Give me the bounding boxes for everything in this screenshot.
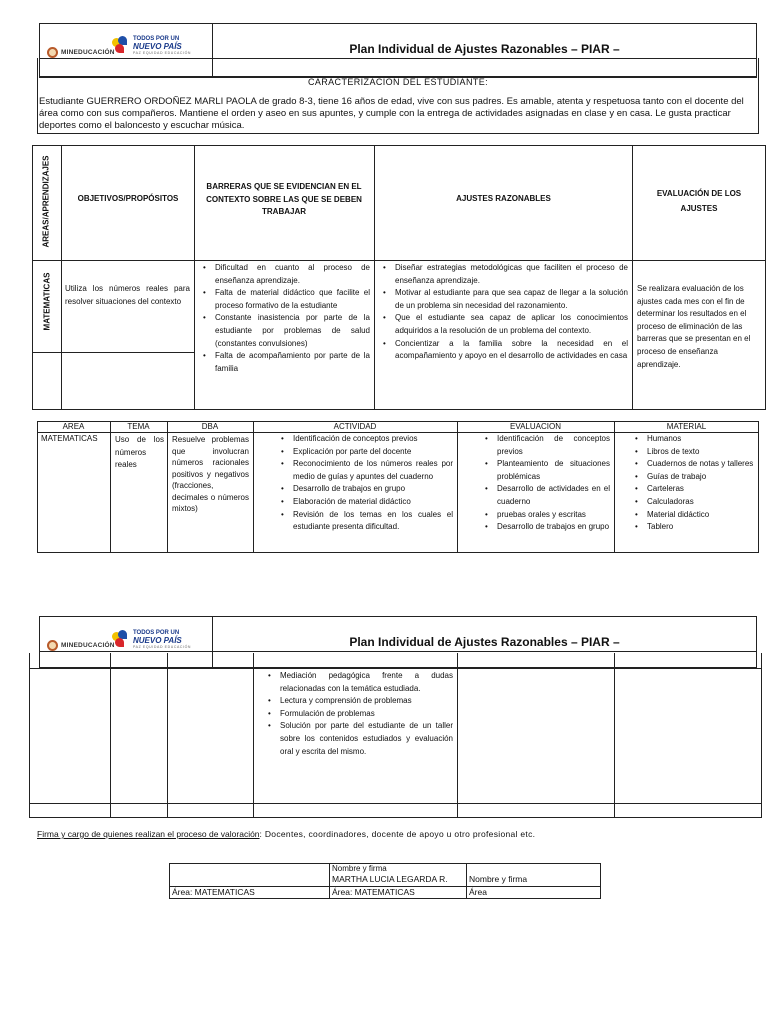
header-evaluation: EVALUACIÓN DE LOS AJUSTES xyxy=(656,189,742,213)
col-material: MATERIAL xyxy=(666,422,707,431)
material-item: • Calculadoras xyxy=(631,496,757,509)
material-item: • Guías de trabajo xyxy=(631,471,757,484)
adjustment-item: • Concientizar a la familia sobre la necesidad en el acompañamiento y apoyo en el desarrollo de actividades en casa xyxy=(379,338,628,363)
ministry-logo-2: MINEDUCACIÓN xyxy=(47,640,115,651)
material-item: • Material didáctico xyxy=(631,509,757,522)
activity-topic: Uso de los números reales xyxy=(115,435,164,470)
activity-dba: Resuelve problemas que involucran números racionales positivos y negativos (fracciones, decimales o números mixtos) xyxy=(172,435,249,513)
material-item: • Cuadernos de notas y talleres xyxy=(631,458,757,471)
activity-item: • Identificación de conceptos previos xyxy=(277,433,453,446)
signature-area-1: Área: MATEMATICAS xyxy=(172,887,255,897)
material-item: • Humanos xyxy=(631,433,757,446)
signature-area-2: Área: MATEMATICAS xyxy=(332,887,415,897)
materials-list xyxy=(631,433,757,534)
activity-area: MATEMATICAS xyxy=(41,434,98,443)
evaluations-list xyxy=(481,433,610,534)
header-areas: AREAS/APRENDIZAJES xyxy=(41,155,51,248)
header-adjustments: AJUSTES RAZONABLES xyxy=(456,194,551,203)
signature-name-label-2: Nombre y firma xyxy=(469,874,528,884)
evaluation-text: Se realizara evaluación de los ajustes cada mes con el fin de determinar los resultados en el proceso de eliminación de las barreras que se presentan en el proceso de enseñanza aprendizaje. xyxy=(637,284,751,369)
country-logo: TODOS POR UN NUEVO PAÍS PAZ EQUIDAD EDUCACIÓN xyxy=(112,36,191,55)
country-logo-2: TODOS POR UN NUEVO PAÍS PAZ EQUIDAD EDUCACIÓN xyxy=(112,630,191,649)
activity-item: • Mediación pedagógica frente a dudas relacionadas con la temática estudiada. xyxy=(264,670,453,695)
activity-item: • Revisión de los temas en los cuales el estudiante presenta dificultad. xyxy=(277,509,453,534)
activity-item: • Solución por parte del estudiante de un taller sobre los contenidos estudiados y evaluación oral y escrita del mismo. xyxy=(264,720,453,758)
evaluation-item: • Desarrollo de actividades en el cuaderno xyxy=(481,483,610,508)
activity-item: • Desarrollo de trabajos en grupo xyxy=(277,483,453,496)
material-item: • Carteleras xyxy=(631,483,757,496)
page-title: Plan Individual de Ajustes Razonables – PIAR – xyxy=(349,42,620,56)
evaluation-item: • Desarrollo de trabajos en grupo xyxy=(481,521,610,534)
activity-item: • Lectura y comprensión de problemas xyxy=(264,695,453,708)
col-dba: DBA xyxy=(201,422,219,431)
signature-note xyxy=(37,829,757,839)
activities-list xyxy=(277,433,453,534)
adjustment-item: • Motivar al estudiante para que sea capaz de llegar a la solución de un problema sin necesidad del razonamiento. xyxy=(379,287,628,312)
adjustments-list xyxy=(379,262,628,363)
signature-note-text: : Docentes, coordinadores, docente de apoyo u otro profesional etc. xyxy=(259,829,536,839)
barrier-item: • Constante inasistencia por parte de la estudiante por problemas de salud (constantes convulsiones) xyxy=(199,312,370,350)
adjustment-item: • Diseñar estrategias metodológicas que faciliten el proceso de enseñanza aprendizaje. xyxy=(379,262,628,287)
col-area: AREA xyxy=(62,422,85,431)
characterization-text: Estudiante GUERRERO ORDOÑEZ MARLI PAOLA de grado 8-3, tiene 16 años de edad, vive con sus padres. Es amable, atenta y respetuosa tanto con el docente del área como con sus compañeros. Mantiene el orden y aseo en sus apuntes, y cumple con la entrega de actividades asignadas en clase y en casa. Le gusta practicar deportes como el baloncesto y escuchar música. xyxy=(39,96,744,131)
objective-text: Utiliza los números reales para resolver situaciones del contexto xyxy=(65,284,190,306)
col-topic: TEMA xyxy=(127,422,150,431)
signature-area-3: Área xyxy=(469,887,487,897)
barriers-list xyxy=(199,262,370,375)
signature-name-1: MARTHA LUCIA LEGARDA R. xyxy=(332,874,448,884)
signature-note-label: Firma y cargo de quienes realizan el proceso de valoración xyxy=(37,829,260,839)
signature-name-label-1: Nombre y firma xyxy=(332,864,387,873)
evaluation-item: • pruebas orales y escritas xyxy=(481,509,610,522)
col-activity: ACTIVIDAD xyxy=(333,422,377,431)
activities-continued-list xyxy=(264,670,453,758)
activity-item: • Formulación de problemas xyxy=(264,708,453,721)
header-objectives: OBJETIVOS/PROPÓSITOS xyxy=(77,194,179,203)
page-title-2: Plan Individual de Ajustes Razonables – PIAR – xyxy=(349,635,620,649)
evaluation-item: • Identificación de conceptos previos xyxy=(481,433,610,458)
activity-item: • Reconocimiento de los números reales por medio de guías y apuntes del cuaderno xyxy=(277,458,453,483)
barrier-item: • Dificultad en cuanto al proceso de enseñanza aprendizaje. xyxy=(199,262,370,287)
col-evaluation: EVALUACION xyxy=(510,422,561,431)
characterization-heading: CARACTERIZACION DEL ESTUDIANTE: xyxy=(307,77,489,87)
barrier-item: • Falta de acompañamiento por parte de la familia xyxy=(199,350,370,375)
header-barriers: BARRERAS QUE SE EVIDENCIAN EN EL CONTEXTO SOBRE LAS QUE SE DEBEN TRABAJAR xyxy=(206,182,362,216)
activity-item: • Explicación por parte del docente xyxy=(277,446,453,459)
area-label: MATEMATICAS xyxy=(42,272,52,331)
ministry-logo: MINEDUCACIÓN xyxy=(47,47,115,58)
barrier-item: • Falta de material didáctico que facilite el proceso formativo de la estudiante xyxy=(199,287,370,312)
activity-item: • Elaboración de material didáctico xyxy=(277,496,453,509)
material-item: • Tablero xyxy=(631,521,757,534)
material-item: • Libros de texto xyxy=(631,446,757,459)
adjustment-item: • Que el estudiante sea capaz de aplicar los conocimientos adquiridos a la resolución de un problema del contexto. xyxy=(379,312,628,337)
evaluation-item: • Planteamiento de situaciones problémicas xyxy=(481,458,610,483)
